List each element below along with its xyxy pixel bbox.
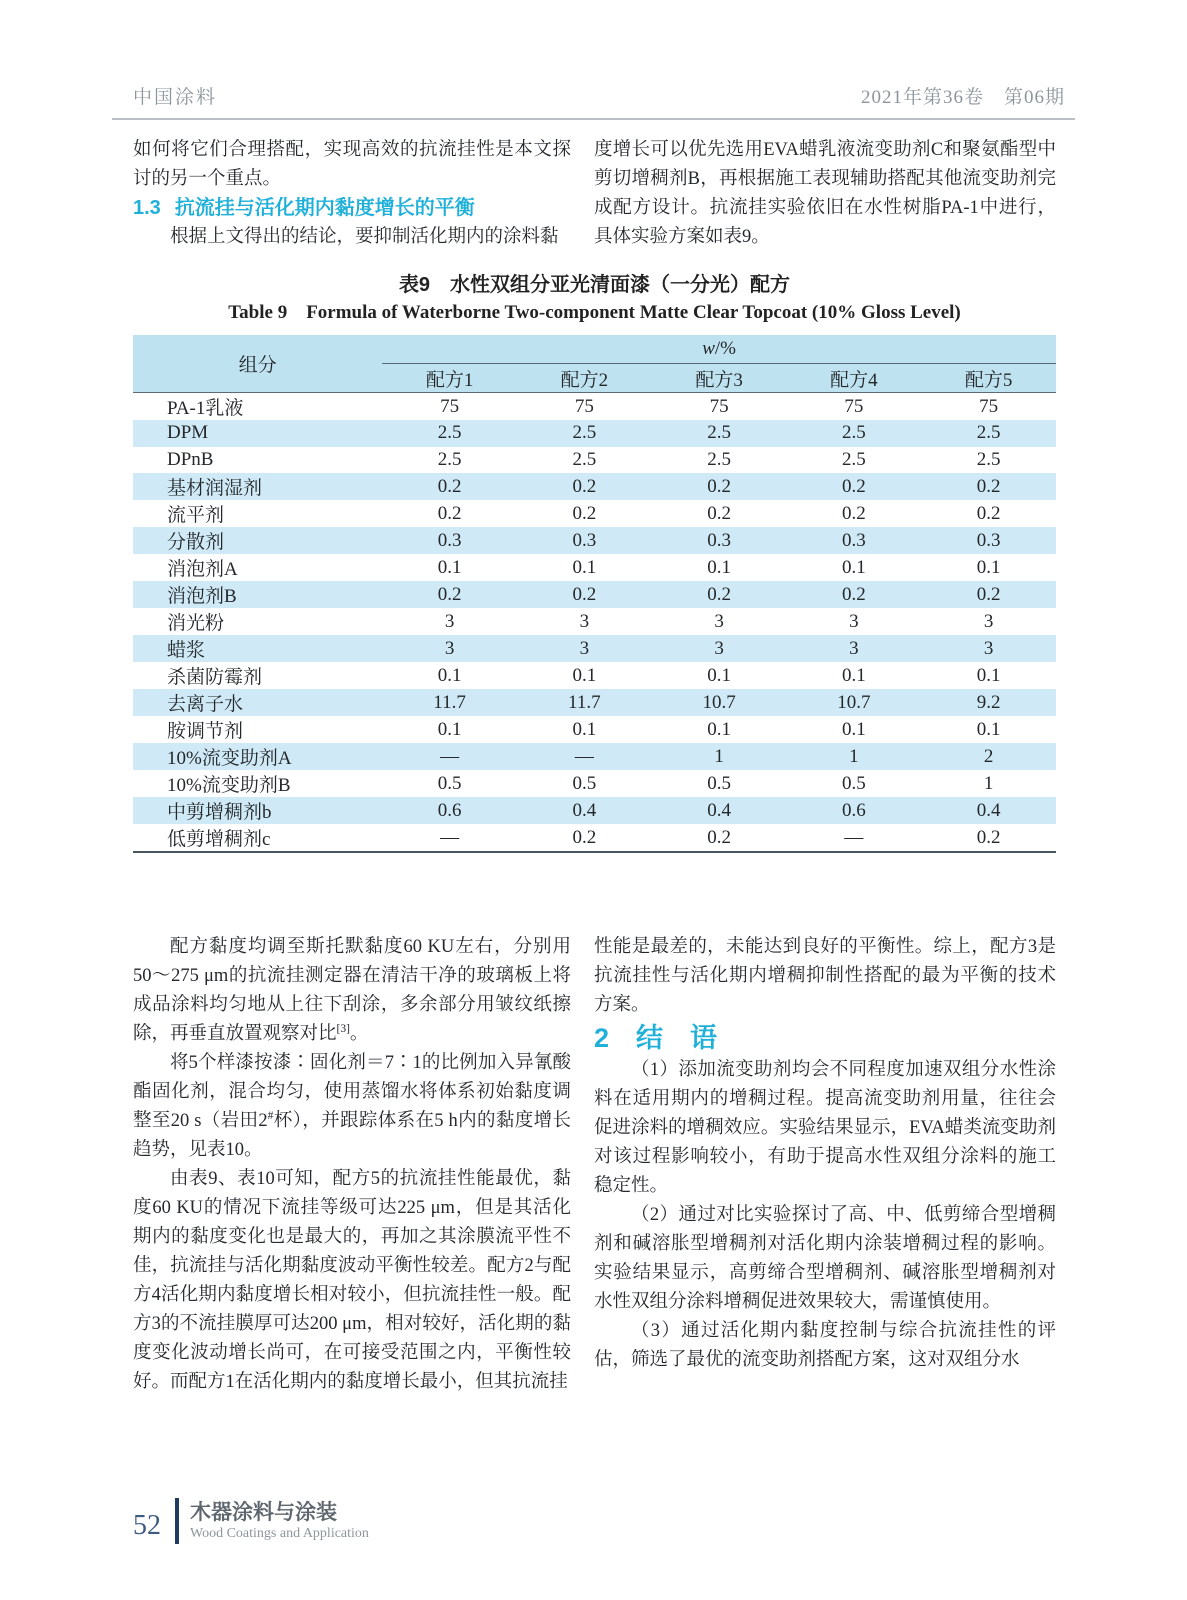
value-cell: 0.2 (572, 583, 597, 605)
value-cell: 3 (983, 610, 994, 632)
paragraph-text: 配方黏度均调至斯托默黏度60 KU左右，分别用50～275 μm的抗流挂测定器在清洁干净的玻璃板上将成品涂料均匀地从上往下刮涂，多余部分用皱纹纸擦除，再垂直放置观察对比 (133, 937, 571, 1044)
table-row (133, 393, 1056, 421)
value-cell: — (844, 826, 864, 848)
value-cell: 0.5 (707, 772, 731, 794)
footer-divider-bar (175, 1498, 179, 1544)
component-cell: 蜡浆 (167, 640, 206, 661)
value-cell: 2.5 (976, 422, 1001, 444)
value-cell: 75 (574, 395, 594, 417)
table-row (133, 554, 1056, 581)
intro-paragraph: 度增长可以优先选用EVA蜡乳液流变助剂C和聚氨酯型中剪切增稠剂B，再根据施工表现辅助搭配其他流变助剂完成配方设计。抗流挂实验依旧在水性树脂PA-1中进行，具体实验方案如表9。 (594, 140, 1056, 247)
value-cell: 0.2 (707, 826, 731, 848)
value-cell: 0.4 (707, 799, 731, 821)
value-cell: 3 (849, 610, 859, 632)
component-cell: PA-1乳液 (167, 398, 244, 419)
table-row (133, 716, 1056, 743)
section-title: 抗流挂与活化期内黏度增长的平衡 (174, 197, 475, 219)
table-row (133, 447, 1056, 474)
value-cell: 0.1 (437, 718, 462, 740)
discussion-paragraph (133, 933, 571, 1049)
value-cell: 0.2 (437, 583, 462, 605)
value-cell: 0.2 (707, 502, 731, 524)
value-cell: 2.5 (572, 422, 597, 444)
value-cell: 3 (579, 610, 590, 632)
paragraph-text: 杯），并跟踪体系在5 h内的黏度增长趋势，见表10。 (133, 1111, 571, 1160)
component-cell: 10%流变助剂B (167, 775, 291, 796)
value-cell: 0.3 (841, 529, 866, 551)
table-row (133, 527, 1056, 554)
component-cell: 10%流变助剂A (167, 748, 292, 769)
value-cell: 0.1 (841, 664, 866, 686)
journal-name: 中国涂料 (133, 87, 218, 108)
conclusion-paragraph: （1）添加流变助剂均会不同程度加速双组分水性涂料在适用期内的增稠过程。提高流变助剂用量，往往会促进涂料的增稠效应。实验结果显示，EVA蜡类流变助剂对该过程影响较小，有助于提高水性双组分涂料的施工稳定性。 (594, 1060, 1056, 1196)
component-cell: 中剪增稠剂b (167, 802, 272, 823)
discussion-paragraph (133, 1049, 571, 1165)
value-cell: 0.1 (572, 556, 597, 578)
value-cell: 0.1 (976, 556, 1001, 578)
table-row (133, 500, 1056, 527)
table-row (133, 581, 1056, 608)
value-cell: 0.1 (572, 664, 597, 686)
value-cell: 0.2 (841, 502, 866, 524)
value-cell: 0.3 (707, 529, 731, 551)
value-cell: 3 (579, 637, 590, 659)
component-cell: 消泡剂A (167, 559, 238, 580)
value-cell: 2.5 (707, 422, 731, 444)
table9-body (133, 393, 1056, 853)
value-cell: 0.1 (707, 718, 731, 740)
value-cell: 0.5 (572, 772, 597, 794)
value-cell: — (440, 745, 460, 767)
discussion-paragraph: 由表9、表10可知，配方5的抗流挂性能最优，黏度60 KU的情况下流挂等级可达225 μm，但是其活化期内的黏度变化也是最大的，再加之其涂膜流平性不佳，抗流挂与活化期黏度波动平衡性较差。配方2与配方4活化期内黏度增长相对较小，但抗流挂性一般。配方3的不流挂膜厚可达200 μm，相对较好，活化期的黏度变化波动增长尚可，在可接受范围之内，平衡性较好。而配方1在活化期内的黏度增长最小，但其抗流挂 (133, 1169, 571, 1392)
component-cell: 基材润湿剂 (167, 478, 263, 499)
value-cell: 0.1 (976, 718, 1001, 740)
value-cell: 75 (440, 395, 460, 417)
value-cell: 0.5 (841, 772, 866, 794)
value-cell: 0.2 (976, 826, 1001, 848)
intro-paragraph: 如何将它们合理搭配，实现高效的抗流挂性是本文探讨的另一个重点。 (133, 140, 571, 189)
discussion-paragraph: 性能是最差的，未能达到良好的平衡性。综上，配方3是抗流挂性与活化期内增稠抑制性搭配的最为平衡的技术方案。 (594, 937, 1056, 1015)
value-cell: 0.2 (841, 583, 866, 605)
formula-header-4: 配方4 (830, 369, 878, 391)
value-cell: 2.5 (841, 422, 866, 444)
value-cell: 0.1 (841, 556, 866, 578)
w-symbol: w (702, 338, 715, 359)
value-cell: 0.1 (976, 664, 1001, 686)
discussion-left-column (133, 933, 571, 1397)
paragraph-text: 将5个样漆按漆∶固化剂＝7∶1的比例加入异氰酸酯固化剂，混合均匀，使用蒸馏水将体系初始黏度调整至20 s（岩田2 (133, 1053, 571, 1131)
paragraph-text: 。 (349, 1024, 369, 1044)
intro-right-column (594, 136, 1056, 252)
value-cell: 0.1 (437, 556, 462, 578)
conclusion-paragraph: （2）通过对比实验探讨了高、中、低剪缔合型增稠剂和碱溶胀型增稠剂对活化期内涂装增稠过程的影响。实验结果显示，高剪缔合型增稠剂、碱溶胀型增稠剂对水性双组分涂料增稠促进效果较大，需谨慎使用。 (594, 1205, 1056, 1312)
section-heading-1-3 (133, 194, 571, 223)
value-cell: 0.2 (976, 502, 1001, 524)
table-title-zh: 表9 水性双组分亚光清面漆（一分光）配方 (398, 274, 791, 296)
value-cell: 2.5 (437, 448, 462, 470)
value-cell: 3 (849, 637, 859, 659)
component-cell: DPM (167, 422, 209, 444)
value-cell: 0.3 (572, 529, 597, 551)
value-cell: — (574, 745, 594, 767)
value-cell: 0.2 (976, 475, 1001, 497)
table-row (133, 608, 1056, 635)
value-cell: 75 (709, 395, 729, 417)
formula-header-3: 配方3 (695, 369, 743, 391)
weight-percent-header (382, 335, 1056, 364)
table-header (133, 335, 1056, 393)
formula-header-1: 配方1 (425, 369, 474, 391)
value-cell: 11.7 (568, 691, 601, 713)
reference-superscript: [3] (336, 1022, 350, 1035)
component-cell: 去离子水 (167, 694, 244, 715)
issue-info: 2021年第36卷 第06期 (860, 87, 1065, 108)
component-cell: 杀菌防霉剂 (167, 667, 263, 688)
value-cell: 0.4 (572, 799, 597, 821)
value-cell: 3 (983, 637, 994, 659)
component-cell: 消泡剂B (167, 586, 237, 607)
value-cell: 0.1 (707, 556, 731, 578)
table-row (133, 824, 1056, 852)
section-heading-conclusion: 2 结 语 (594, 1023, 718, 1053)
value-cell: 9.2 (976, 691, 1001, 713)
value-cell: 0.5 (437, 772, 462, 794)
table-row (133, 473, 1056, 500)
intro-paragraph: 根据上文得出的结论，要抑制活化期内的涂料黏 (170, 227, 559, 247)
value-cell: 3 (714, 637, 724, 659)
value-cell: — (440, 826, 460, 848)
value-cell: 0.2 (841, 475, 866, 497)
value-cell: 0.6 (841, 799, 866, 821)
value-cell: 75 (979, 395, 999, 417)
value-cell: 10.7 (702, 691, 736, 713)
page-footer (133, 1498, 369, 1544)
footer-section-zh: 木器涂料与涂装 (190, 1500, 337, 1524)
table-row (133, 635, 1056, 662)
value-cell: 0.2 (437, 502, 462, 524)
intro-left-column (133, 136, 571, 252)
table-title-en: Table 9 Formula of Waterborne Two-component Matte Clear Topcoat (10% Gloss Level) (228, 302, 961, 323)
value-cell: 75 (844, 395, 864, 417)
table9-block (133, 272, 1056, 853)
value-cell: 1 (849, 745, 859, 767)
value-cell: 2.5 (437, 422, 462, 444)
value-cell: 0.2 (976, 583, 1001, 605)
value-cell: 0.2 (572, 826, 597, 848)
component-cell: 胺调节剂 (167, 721, 244, 742)
value-cell: 10.7 (837, 691, 871, 713)
value-cell: 0.1 (437, 664, 462, 686)
value-cell: 0.6 (437, 799, 462, 821)
table-row (133, 770, 1056, 797)
component-cell: 流平剂 (167, 505, 225, 526)
value-cell: 0.2 (707, 475, 731, 497)
formula-header-2: 配方2 (560, 369, 609, 391)
value-cell: 11.7 (433, 691, 466, 713)
component-cell: DPnB (167, 448, 214, 470)
value-cell: 0.1 (707, 664, 731, 686)
value-cell: 3 (714, 610, 724, 632)
value-cell: 0.1 (572, 718, 597, 740)
value-cell: 2.5 (976, 448, 1001, 470)
table-row (133, 662, 1056, 689)
value-cell: 2.5 (707, 448, 731, 470)
value-cell: 1 (714, 745, 724, 767)
value-cell: 0.4 (976, 799, 1001, 821)
component-column-header: 组分 (238, 355, 277, 376)
value-cell: 0.1 (841, 718, 866, 740)
table-row (133, 743, 1056, 770)
value-cell: 2 (983, 745, 994, 767)
conclusion-column (594, 933, 1056, 1375)
table-row (133, 797, 1056, 824)
component-cell: 低剪增稠剂c (167, 829, 271, 850)
cup-superscript: # (267, 1109, 274, 1122)
table-row (133, 689, 1056, 716)
value-cell: 0.3 (437, 529, 462, 551)
footer-section-titles (190, 1501, 369, 1542)
component-cell: 消光粉 (167, 613, 225, 634)
formula-table (133, 335, 1056, 853)
footer-section-en: Wood Coatings and Application (190, 1525, 369, 1541)
page-number: 52 (133, 1510, 161, 1541)
value-cell: 2.5 (841, 448, 866, 470)
value-cell: 0.2 (572, 475, 597, 497)
page-header (112, 82, 1075, 120)
value-cell: 3 (444, 637, 455, 659)
value-cell: 1 (983, 772, 994, 794)
section-number: 1.3 (133, 197, 161, 219)
table-row (133, 420, 1056, 447)
value-cell: 3 (444, 610, 455, 632)
value-cell: 0.2 (707, 583, 731, 605)
value-cell: 0.3 (976, 529, 1001, 551)
percent-unit: /% (714, 338, 736, 359)
conclusion-paragraph: （3）通过活化期内黏度控制与综合抗流挂性的评估，筛选了最优的流变助剂搭配方案，这对双组分水 (594, 1321, 1056, 1370)
formula-header-5: 配方5 (964, 369, 1013, 391)
component-cell: 分散剂 (167, 532, 225, 553)
value-cell: 2.5 (572, 448, 597, 470)
value-cell: 0.2 (572, 502, 597, 524)
value-cell: 0.2 (437, 475, 462, 497)
